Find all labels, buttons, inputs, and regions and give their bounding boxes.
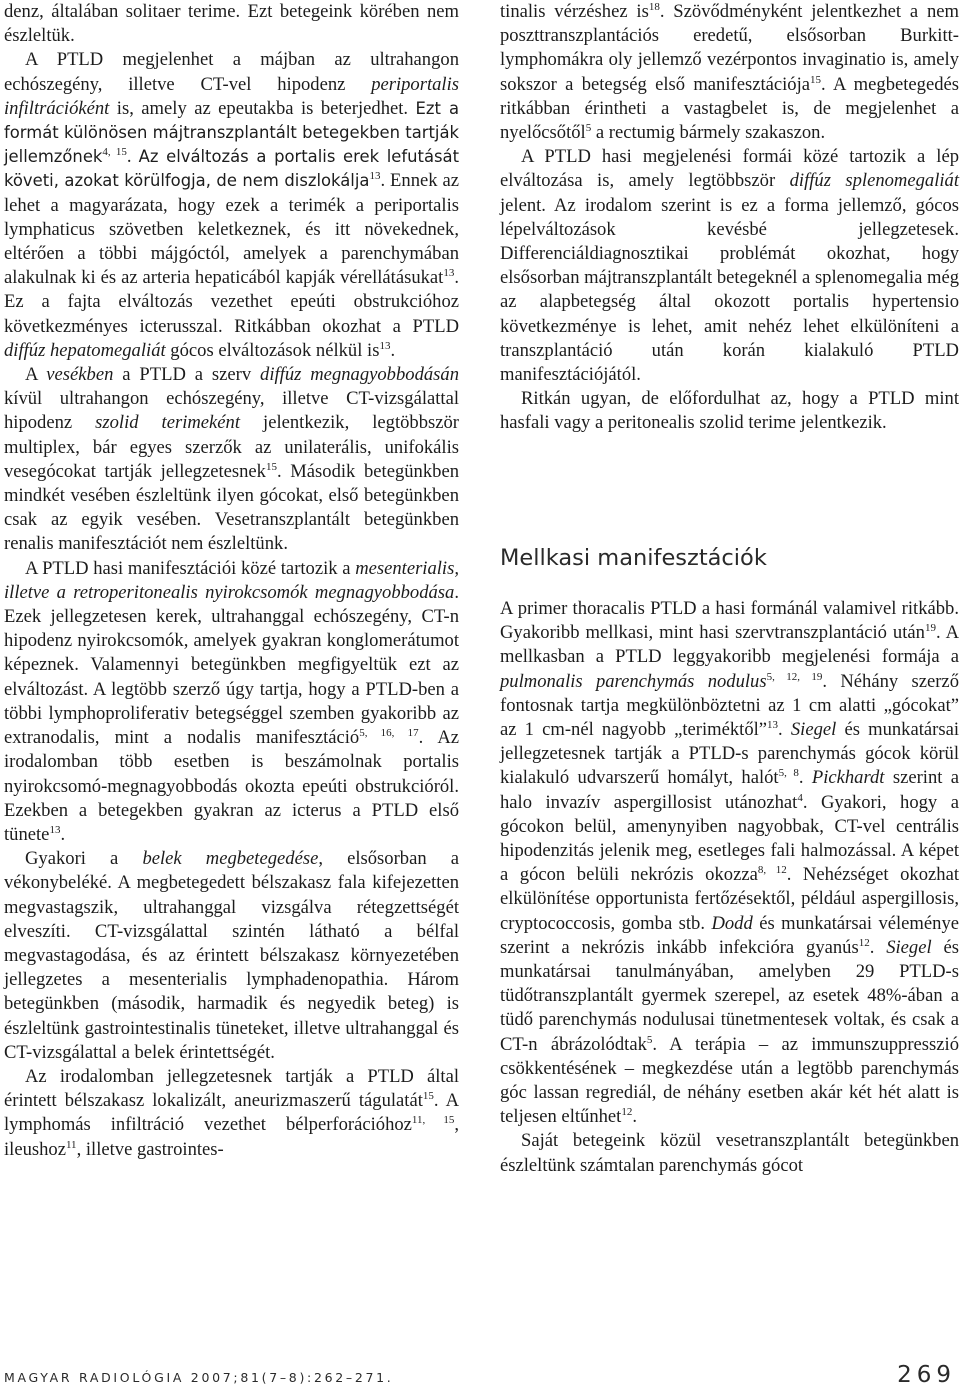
text-run: . Ezek jellegzetesen kerek, ultrahanggal echószegény, CT-n hipodenz nyirokcsomók, amelyek gyakran konglomerátumot képeznek. Valamennyi betegünkben megfigyeltük ezt az elváltozást. A legtöbb szerző úgy tartja, hogy a PTLD-ben a többi lymphoproliferativ betegséggel szemben gyakoribb az extranodalis, mint a nodalis manifesztáció bbox=[4, 581, 459, 749]
text-run: A primer thoracalis PTLD a hasi formánál valamivel ritkább. Gyakoribb mellkasi, mint hasi szervtranszplantáció után bbox=[500, 598, 959, 644]
text-run: . Ez a fajta elváltozás vezethet epeúti obstrukcióhoz következményes icterusszal. Ritkábban okozhat a PTLD bbox=[4, 267, 459, 337]
paragraph bbox=[500, 387, 959, 435]
citation-superscript: 5, 8 bbox=[778, 767, 799, 780]
citation-superscript: 12 bbox=[858, 936, 870, 949]
citation-superscript: 13 bbox=[767, 719, 779, 732]
text-run: Ritkán ugyan, de előfordulhat az, hogy a PTLD mint hasfali vagy a peritonealis szolid terime jelentkezik. bbox=[500, 388, 959, 434]
paragraph bbox=[500, 0, 959, 145]
text-run: A bbox=[25, 364, 47, 386]
paragraph bbox=[500, 1129, 959, 1177]
italic-term: pulmonalis parenchymás nodulus bbox=[500, 670, 767, 692]
italic-term: Siegel bbox=[790, 719, 837, 741]
text-run: . A lymphomás infiltráció vezethet bélperforációhoz bbox=[4, 1090, 459, 1136]
text-run: . bbox=[632, 1106, 637, 1128]
italic-term: Siegel bbox=[886, 936, 932, 958]
citation-superscript: 13 bbox=[49, 823, 61, 836]
italic-term: diffúz splenomegaliát bbox=[789, 170, 959, 192]
text-run: . Néhány szerző fontosnak tartja megkülönböztetni az 1 cm alatti „gócokat” az 1 cm-nél nagyobb „teriméktől” bbox=[500, 670, 959, 741]
italic-term: Pickhardt bbox=[811, 767, 885, 789]
citation-superscript: 4, 15 bbox=[102, 146, 127, 159]
journal-citation: MAGYAR RADIOLÓGIA 2007;81(7–8):262–271. bbox=[4, 1370, 394, 1385]
text-run: Az irodalomban jellegzetesnek tartják a PTLD által érintett bélszakasz lokalizált, aneurizmaszerű tágulatát bbox=[4, 1065, 459, 1112]
paragraph bbox=[500, 597, 959, 1129]
text-run: a rectumig bármely szakaszon. bbox=[591, 122, 826, 144]
paragraph bbox=[4, 847, 459, 1065]
citation-superscript: 5 bbox=[646, 1033, 653, 1046]
text-run: . bbox=[869, 936, 887, 958]
citation-superscript: 18 bbox=[648, 1, 660, 13]
italic-term: diffúz megnagyobbodásán bbox=[260, 364, 459, 386]
text-run: . Nehézséget okozhat elkülönítése opportunista fertőzésektől, például aspergillosis, cryptococcosis, gomba stb. bbox=[500, 864, 959, 934]
citation-superscript: 5 bbox=[585, 122, 592, 135]
text-run: Saját betegeink közül vesetranszplantált betegünkben észleltünk számtalan parenchymás gócot bbox=[500, 1130, 959, 1176]
paragraph bbox=[4, 557, 459, 847]
paragraph bbox=[500, 145, 959, 387]
citation-superscript: 5, 12, 19 bbox=[766, 670, 823, 683]
text-run: denz, általában solitaer terime. Ezt betegeink körében nem észleltük. bbox=[4, 1, 459, 47]
text-run: . Az irodalomban több esetben is beszámolnak portalis nyirokcsomó-megnagyobbodás okozta epeúti obstrukcióról. Ezekben a betegekben gyakran az icterus a PTLD első tünete bbox=[4, 727, 460, 845]
italic-term: belek megbetegedése bbox=[142, 848, 319, 870]
text-run: Az elváltozás a portalis erek lefutását követi, azokat körülfogja, de nem diszlokálja bbox=[4, 147, 460, 191]
text-run: . A mellkasban a PTLD leggyakoribb megjelenési formája a bbox=[500, 622, 959, 668]
text-run: gócos elváltozások nélkül is bbox=[165, 339, 380, 361]
italic-term: Dodd bbox=[711, 912, 753, 934]
text-run: jelent. Az irodalom szerint is ez a forma jellemző, gócos lépelváltozások kevésbé jellegzetesek. Differenciáldiagnosztikai problémát okozhat, hogy elsősorban májtranszplantált betegeknél a splenomegalia még az alapbetegség által okozott portalis hypertensio következménye is lehet, amit nehéz lehet elkülöníteni a transzplantáció után korán kialakuló PTLD manifesztációjától. bbox=[500, 194, 959, 386]
italic-term: diffúz hepatomegaliát bbox=[4, 339, 166, 361]
citation-superscript: 8, 12 bbox=[757, 864, 787, 877]
page-footer bbox=[4, 1362, 956, 1390]
text-run: A PTLD hasi megjelenési formái közé tartozik a lép elváltozása is, amely legtöbbször bbox=[500, 146, 959, 192]
citation-superscript: 15 bbox=[265, 460, 277, 473]
text-run: . bbox=[60, 823, 66, 845]
text-run: . bbox=[798, 767, 812, 789]
text-run: . bbox=[126, 146, 139, 168]
citation-superscript: 13 bbox=[379, 339, 391, 352]
text-run: a PTLD a szerv bbox=[113, 364, 261, 386]
citation-superscript: 11, 15 bbox=[411, 1114, 455, 1127]
page-number: 269 bbox=[897, 1362, 956, 1388]
italic-term: szolid terimeként bbox=[95, 412, 241, 434]
citation-superscript: 5, 16, 17 bbox=[359, 727, 419, 740]
text-run: . A terápia – az immunszuppresszió csökkentésének – megkezdése után a legtöbb parenchymás góc lassan regrediál, de néhány esetben akár két hét alatt is teljesen eltűnhet bbox=[500, 1033, 959, 1128]
text-run: Gyakori a bbox=[25, 848, 143, 870]
text-run: . A megbetegedés ritkábban érintheti a vastagbelet is, de megjelenhet a nyelőcsőtől bbox=[500, 73, 959, 144]
text-run: Ezt a formát különösen májtranszplantált betegekben tartják jellemzőnek bbox=[4, 98, 459, 167]
text-run: szerint a halo invazív aspergillosist utánozhat bbox=[500, 767, 960, 813]
citation-superscript: 12 bbox=[621, 1106, 633, 1119]
left-column bbox=[4, 0, 459, 1162]
paragraph bbox=[4, 1065, 459, 1162]
citation-superscript: 15 bbox=[810, 73, 822, 86]
text-run: , illetve gastrointes- bbox=[76, 1138, 224, 1160]
text-run: . bbox=[390, 339, 396, 361]
section-heading: Mellkasi manifesztációk bbox=[500, 545, 767, 571]
citation-superscript: 11 bbox=[65, 1138, 77, 1151]
citation-superscript: 19 bbox=[924, 622, 936, 635]
text-run: . Második betegünkben mindkét vesében észleltünk ilyen gócokat, első betegünkben csak az egyik vesében. Vesetranszplantált betegünkben renalis manifesztációt nem észleltünk. bbox=[4, 460, 459, 555]
text-run: . Ennek az lehet a magyarázata, hogy ezek a terimék a periportalis lymphaticus szövetben keletkeznek, és itt növekednek, eltérően a többi májgóctól, amelyek a parenchymában alakulnak ki és az arteria hepaticából kapják vérellátásukat bbox=[4, 170, 460, 289]
citation-superscript: 4 bbox=[797, 791, 803, 804]
italic-term: vesékben bbox=[46, 364, 114, 386]
right-column-upper bbox=[500, 0, 959, 436]
text-run: . Gyakori, hogy a gócokon belül, amenynyiben nagyobbak, CT-vel centrális hipodenzitás jelenik meg, esetleges fali halmozással. A képet a gócon belüli nekrózis okozza bbox=[500, 791, 959, 886]
paragraph bbox=[4, 48, 459, 363]
text-run: is, amely az epeutakba is beterjedhet. bbox=[109, 97, 416, 119]
text-run: . bbox=[778, 719, 791, 741]
text-run: A PTLD megjelenhet a májban az ultrahangon echószegény, illetve CT-vel hipodenz bbox=[4, 49, 459, 95]
text-run: , ileushoz bbox=[4, 1114, 460, 1160]
text-run: tinalis vérzéshez is bbox=[500, 1, 649, 22]
text-run: és munkatársai tanulmányában, amelyben 29 PTLD-s tüdőtranszplantált gyermek szerepel, az esetek 48%-ában a tüdő parenchymás nodulusai tünetmentesek voltak, és csak a CT-n ábrázolódtak bbox=[500, 936, 959, 1055]
text-run: A PTLD hasi manifesztációi közé tartozik a bbox=[25, 557, 356, 579]
paragraph bbox=[4, 363, 459, 557]
citation-superscript: 15 bbox=[422, 1090, 434, 1103]
paragraph bbox=[4, 0, 459, 48]
text-run: kívül ultrahangon echószegény, illetve CT-vizsgálattal hipodenz bbox=[4, 388, 459, 434]
text-run: , elsősorban a vékonybeléké. A megbetegedett bélszakasz fala kifejezetten megvastagszik, ultrahanggal vizsgálva rétegzettségét elveszíti. CT-vizsgálattal szintén látható a bélfal megvastagodása, és az érintett bélszakasz környezetében jellegzetes a mesenterialis lymphadenopathia. Három betegünkben (második, harmadik és negyedik beteg) is észleltünk gastrointestinalis tüneteket, illetve ultrahanggal és CT-vizsgálattal a belek érintettségét. bbox=[4, 848, 459, 1063]
italic-term: mesenterialis, illetve a retroperitonealis nyirokcsomók megnagyobbodása bbox=[4, 557, 459, 603]
right-column-lower bbox=[500, 597, 959, 1178]
italic-term: periportalis infiltrációként bbox=[4, 73, 459, 119]
text-run: és munkatársai jellegzetesnek tartják a PTLD-s parenchymás gócok körül kialakuló udvarszerű homályt, halót bbox=[500, 719, 959, 789]
text-run: jelentkezik, legtöbbször multiplex, bár egyes szerzők az unilaterális, unifokális vesegócokat tartják jellegzetesnek bbox=[4, 412, 459, 482]
text-run: . Szövődményként jelentkezhet a nem poszttranszplantációs eredetű, elsősorban Burkitt-lymphomákra oly jellemző vezérpontos invaginatio is, amely sokszor a betegség első manifesztációja bbox=[500, 1, 959, 95]
citation-superscript: 13 bbox=[369, 170, 381, 183]
citation-superscript: 13 bbox=[443, 267, 455, 280]
text-run: és munkatársai véleménye szerint a nekrózis inkább infekcióra gyanús bbox=[500, 912, 959, 958]
